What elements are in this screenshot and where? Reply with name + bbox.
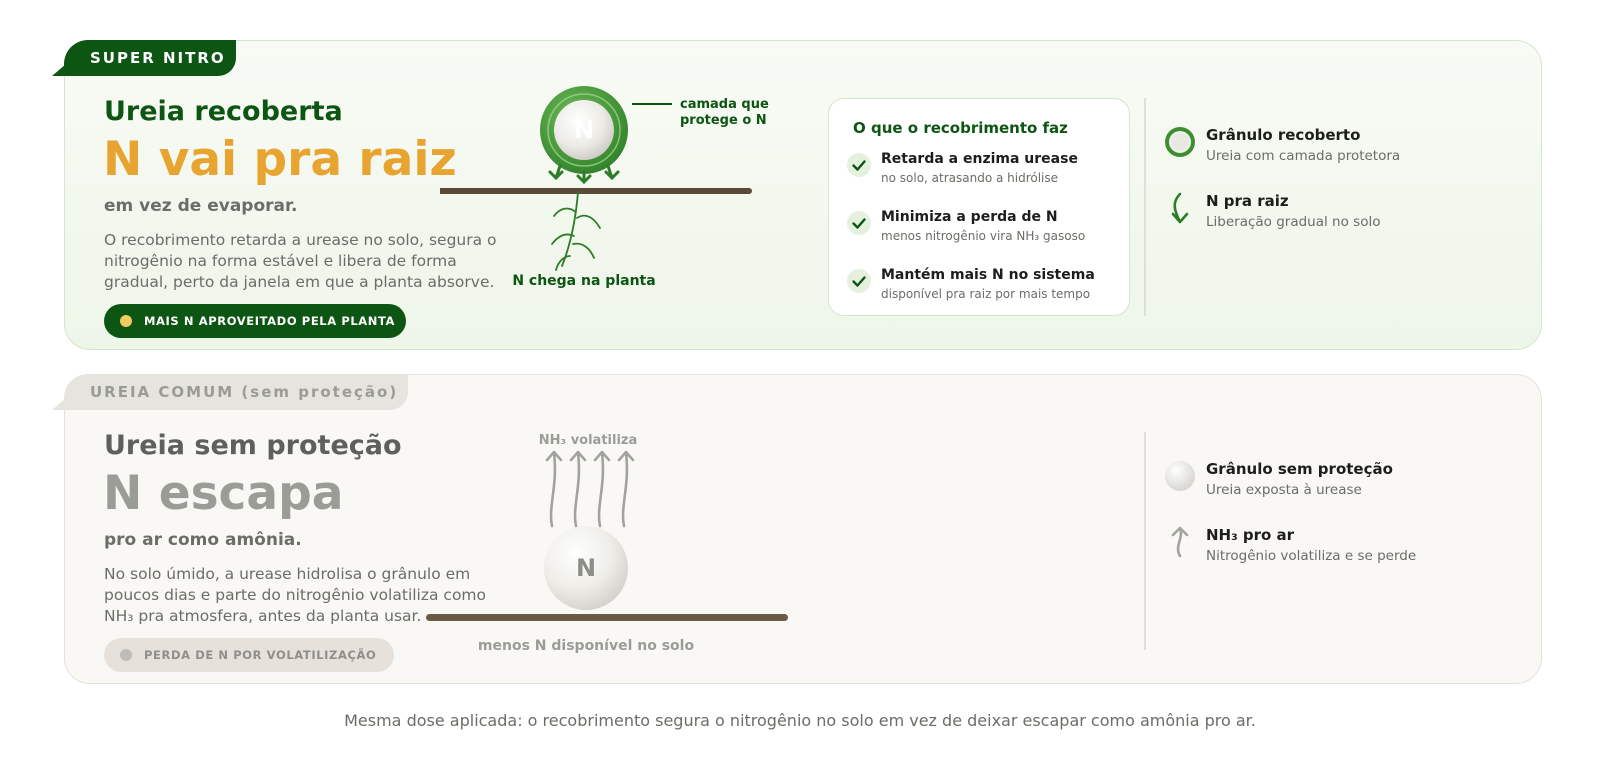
- coated-urea-description: O recobrimento retarda a urease no solo, segura o nitrogênio na forma estável e libera de forma gradual, perto da janela em que a planta absorve.: [104, 231, 497, 291]
- volatilization-arrows-icon: [547, 452, 633, 526]
- bare-granule-icon: [1164, 460, 1196, 492]
- bare-urea-subheading: pro ar como amônia.: [104, 530, 302, 550]
- coated-urea-subheading: em vez de evaporar.: [104, 196, 298, 216]
- legend-divider: [1144, 98, 1146, 316]
- legend-item: [1206, 192, 1380, 230]
- arrow-down-icon: [1168, 192, 1192, 226]
- common-urea-tag: UREIA COMUM (sem proteção): [64, 374, 408, 410]
- legend-subtitle: Ureia exposta à urease: [1206, 482, 1362, 498]
- root-icon: [552, 192, 600, 270]
- coating-label-line1: camada que: [680, 97, 769, 112]
- card-title: O que o recobrimento faz: [853, 119, 1068, 137]
- soil-line: [426, 614, 788, 621]
- bare-urea-heading: Ureia sem proteção: [104, 430, 402, 461]
- coated-granule-illustration: [440, 86, 780, 292]
- legend-item: [1206, 526, 1416, 564]
- root-label: N chega na planta: [512, 273, 656, 289]
- benefit-badge-label: MAIS N APROVEITADO PELA PLANTA: [144, 314, 396, 328]
- bare-granule-illustration: [420, 428, 800, 658]
- benefit-title: Retarda a enzima urease: [881, 151, 1078, 167]
- coating-benefits-card: [828, 98, 1130, 316]
- benefit-badge: [104, 304, 406, 338]
- benefit-title: Mantém mais N no sistema: [881, 267, 1095, 283]
- volatilize-label: NH₃ volatiliza: [538, 433, 638, 448]
- footer-caption: Mesma dose aplicada: o recobrimento segura o nitrogênio no solo em vez de deixar escapar como amônia pro ar.: [344, 711, 1256, 730]
- benefit-subtitle: disponível pra raiz por mais tempo: [881, 287, 1091, 301]
- coated-urea-headline: N vai pra raiz: [103, 132, 457, 187]
- legend-title: Grânulo sem proteção: [1206, 460, 1393, 478]
- arrow-up-icon: [1168, 524, 1192, 558]
- legend-subtitle: Liberação gradual no solo: [1206, 214, 1381, 230]
- badge-dot-icon: [120, 315, 132, 327]
- legend-title: Grânulo recoberto: [1206, 126, 1361, 144]
- coating-label-line2: protege o N: [680, 113, 767, 128]
- check-icon: [847, 153, 871, 177]
- bare-urea-description: No solo úmido, a urease hidrolisa o grânulo em poucos dias e parte do nitrogênio volatiliza como NH₃ pra atmosfera, antes da planta usar.: [104, 565, 487, 625]
- legend-divider: [1144, 432, 1146, 650]
- legend-title: N pra raiz: [1206, 192, 1289, 210]
- granule-letter: N: [575, 554, 597, 582]
- legend-subtitle: Ureia com camada protetora: [1206, 148, 1401, 164]
- check-icon: [847, 211, 871, 235]
- loss-badge: [104, 638, 394, 672]
- soil-line: [440, 188, 752, 194]
- coated-granule-icon: [1164, 126, 1196, 158]
- legend-item: [1206, 126, 1400, 164]
- super-nitro-tag: SUPER NITRO: [64, 40, 236, 76]
- loss-badge-label: PERDA DE N POR VOLATILIZAÇÃO: [144, 648, 377, 662]
- check-icon: [847, 269, 871, 293]
- legend-title: NH₃ pro ar: [1206, 526, 1295, 544]
- bare-urea-headline: N escapa: [103, 466, 344, 521]
- soil-label: menos N disponível no solo: [477, 638, 695, 654]
- granule-letter: N: [573, 116, 595, 144]
- legend-subtitle: Nitrogênio volatiliza e se perde: [1206, 548, 1417, 564]
- badge-dot-icon: [120, 649, 132, 661]
- coated-urea-heading: Ureia recoberta: [104, 96, 343, 127]
- benefit-subtitle: menos nitrogênio vira NH₃ gasoso: [881, 229, 1086, 243]
- legend-item: [1206, 460, 1393, 498]
- benefit-title: Minimiza a perda de N: [881, 209, 1058, 225]
- benefit-subtitle: no solo, atrasando a hidrólise: [881, 171, 1059, 185]
